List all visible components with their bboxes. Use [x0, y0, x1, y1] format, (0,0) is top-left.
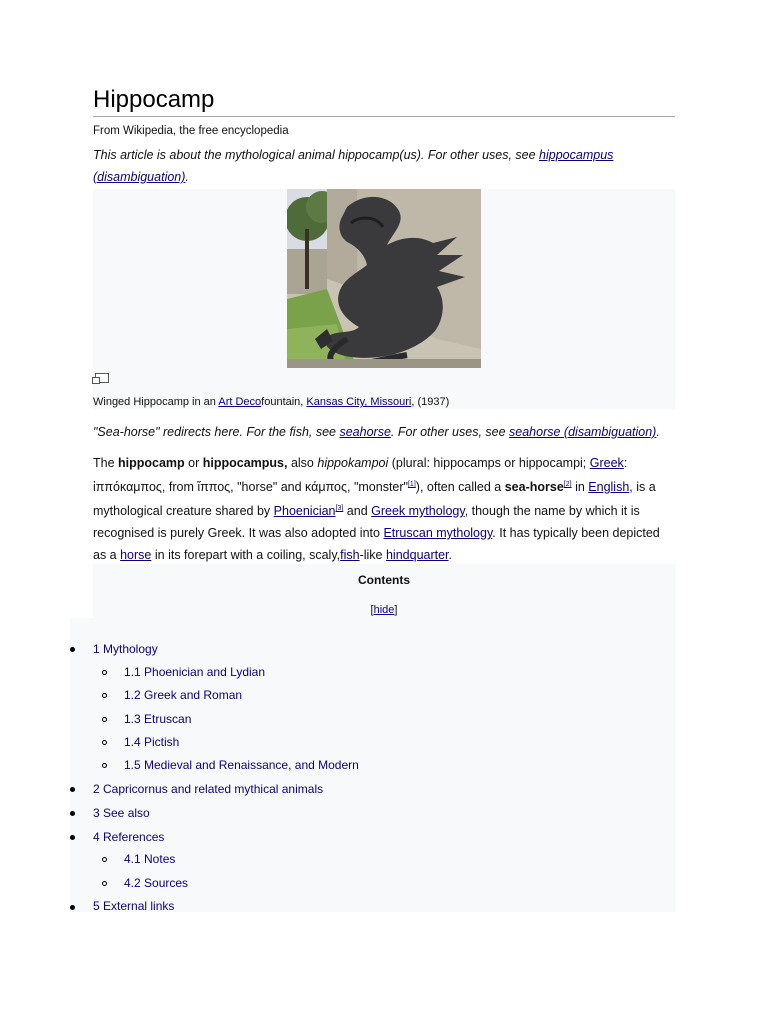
toc-link[interactable]: 1.5 Medieval and Renaissance, and Modern — [124, 758, 359, 772]
hatnote-end: . — [185, 170, 189, 184]
toc-bracket-open: [ — [370, 604, 374, 616]
toc-bracket-close: ] — [394, 604, 398, 616]
phoenician-link[interactable]: Phoenician — [273, 504, 336, 518]
hatnote — [93, 144, 653, 188]
caption-text-end: , (1937) — [411, 396, 450, 408]
lead-text: The — [93, 456, 119, 470]
toc-link[interactable]: 1.3 Etruscan — [124, 712, 192, 726]
hippocamp-statue-image[interactable] — [287, 189, 481, 368]
toc-hide-link[interactable]: hide — [373, 604, 395, 616]
toc-link[interactable]: 4.2 Sources — [124, 876, 189, 890]
lead-text: (plural: hippocamps or hippocampi; — [388, 456, 590, 470]
lead-text: : ἱππόκαμπος, from ἵππος, "horse" and κάμπος, "monster" — [93, 456, 628, 494]
seahorse-link[interactable]: seahorse — [339, 425, 391, 439]
toc-title: Contents — [358, 573, 410, 587]
redirect-hatnote — [93, 425, 675, 439]
kansas-city-link[interactable]: Kansas City, Missouri — [306, 396, 412, 408]
page-title: Hippocamp — [93, 86, 675, 117]
fish-link[interactable]: fish — [340, 548, 360, 562]
lead-text: . It has typically been depicted as a — [93, 526, 660, 562]
figure-caption — [93, 396, 449, 408]
redirect-text-mid: . For other uses, see — [390, 425, 510, 439]
hippocampus-disambiguation-link[interactable]: hippocampus (disambiguation) — [93, 148, 614, 184]
lead-bold-sea-horse: sea-horse — [504, 480, 564, 494]
lead-text: . — [448, 548, 453, 562]
caption-text: Winged Hippocamp in an — [93, 396, 219, 408]
greek-link[interactable]: Greek — [589, 456, 624, 470]
toc-link[interactable]: 2 Capricornus and related mythical animals — [93, 782, 324, 796]
lead-italic-hippokampoi: hippokampoi — [317, 456, 389, 470]
lead-text: and — [343, 504, 372, 518]
reference-2-link[interactable]: [2] — [563, 481, 572, 488]
toc-link[interactable]: 1.2 Greek and Roman — [124, 688, 243, 702]
tagline: From Wikipedia, the free encyclopedia — [93, 125, 289, 137]
enlarge-icon[interactable] — [95, 373, 109, 383]
art-deco-link[interactable]: Art Deco — [218, 396, 262, 408]
bullet-icon — [70, 905, 75, 910]
seahorse-disambiguation-link[interactable]: seahorse (disambiguation) — [509, 425, 657, 439]
bullet-icon — [70, 835, 75, 840]
lead-text: -like — [359, 548, 386, 562]
circle-bullet-icon — [102, 881, 107, 886]
circle-bullet-icon — [102, 763, 107, 768]
reference-3-link[interactable]: [3] — [335, 505, 344, 512]
toc-link[interactable]: 3 See also — [93, 806, 150, 820]
lead-bold-hippocamp: hippocamp — [118, 456, 185, 470]
toc-link[interactable]: 4.1 Notes — [124, 852, 176, 866]
bullet-icon — [70, 787, 75, 792]
thumbnail-figure — [93, 189, 675, 409]
redirect-text-end: . — [656, 425, 660, 439]
lead-bold-hippocampus: hippocampus, — [202, 456, 288, 470]
redirect-text: "Sea-horse" redirects here. For the fish, see — [93, 425, 340, 439]
circle-bullet-icon — [102, 857, 107, 862]
lead-text: , is a mythological creature shared by — [93, 480, 656, 518]
lead-text: in — [571, 480, 589, 494]
toc-link[interactable]: 1 Mythology — [93, 642, 158, 656]
toc-link[interactable]: 1.1 Phoenician and Lydian — [124, 665, 265, 679]
toc-link[interactable]: 5 External links — [93, 899, 175, 913]
toc-link[interactable]: 4 References — [93, 830, 165, 844]
lead-text: , though the name by which it is recognised is purely Greek. It was also adopted into — [93, 504, 640, 540]
english-link[interactable]: English — [588, 480, 630, 494]
lead-paragraph — [93, 452, 668, 566]
horse-link[interactable]: horse — [120, 548, 152, 562]
caption-text-mid: fountain, — [261, 396, 307, 408]
circle-bullet-icon — [102, 670, 107, 675]
bullet-icon — [70, 811, 75, 816]
hindquarter-link[interactable]: hindquarter — [385, 548, 449, 562]
circle-bullet-icon — [102, 717, 107, 722]
lead-text: in its forepart with a coiling, scaly, — [151, 548, 341, 562]
lead-text: also — [287, 456, 318, 470]
toc-link[interactable]: 1.4 Pictish — [124, 735, 180, 749]
greek-mythology-link[interactable]: Greek mythology — [371, 504, 465, 518]
circle-bullet-icon — [102, 693, 107, 698]
bullet-icon — [70, 647, 75, 652]
hatnote-text: This article is about the mythological animal hippocamp(us). For other uses, see — [93, 148, 540, 162]
lead-text: ), often called a — [415, 480, 505, 494]
etruscan-mythology-link[interactable]: Etruscan mythology — [383, 526, 493, 540]
lead-text: or — [184, 456, 203, 470]
circle-bullet-icon — [102, 740, 107, 745]
reference-1-link[interactable]: [1] — [407, 481, 416, 488]
toc-hide-toggle — [93, 604, 675, 616]
